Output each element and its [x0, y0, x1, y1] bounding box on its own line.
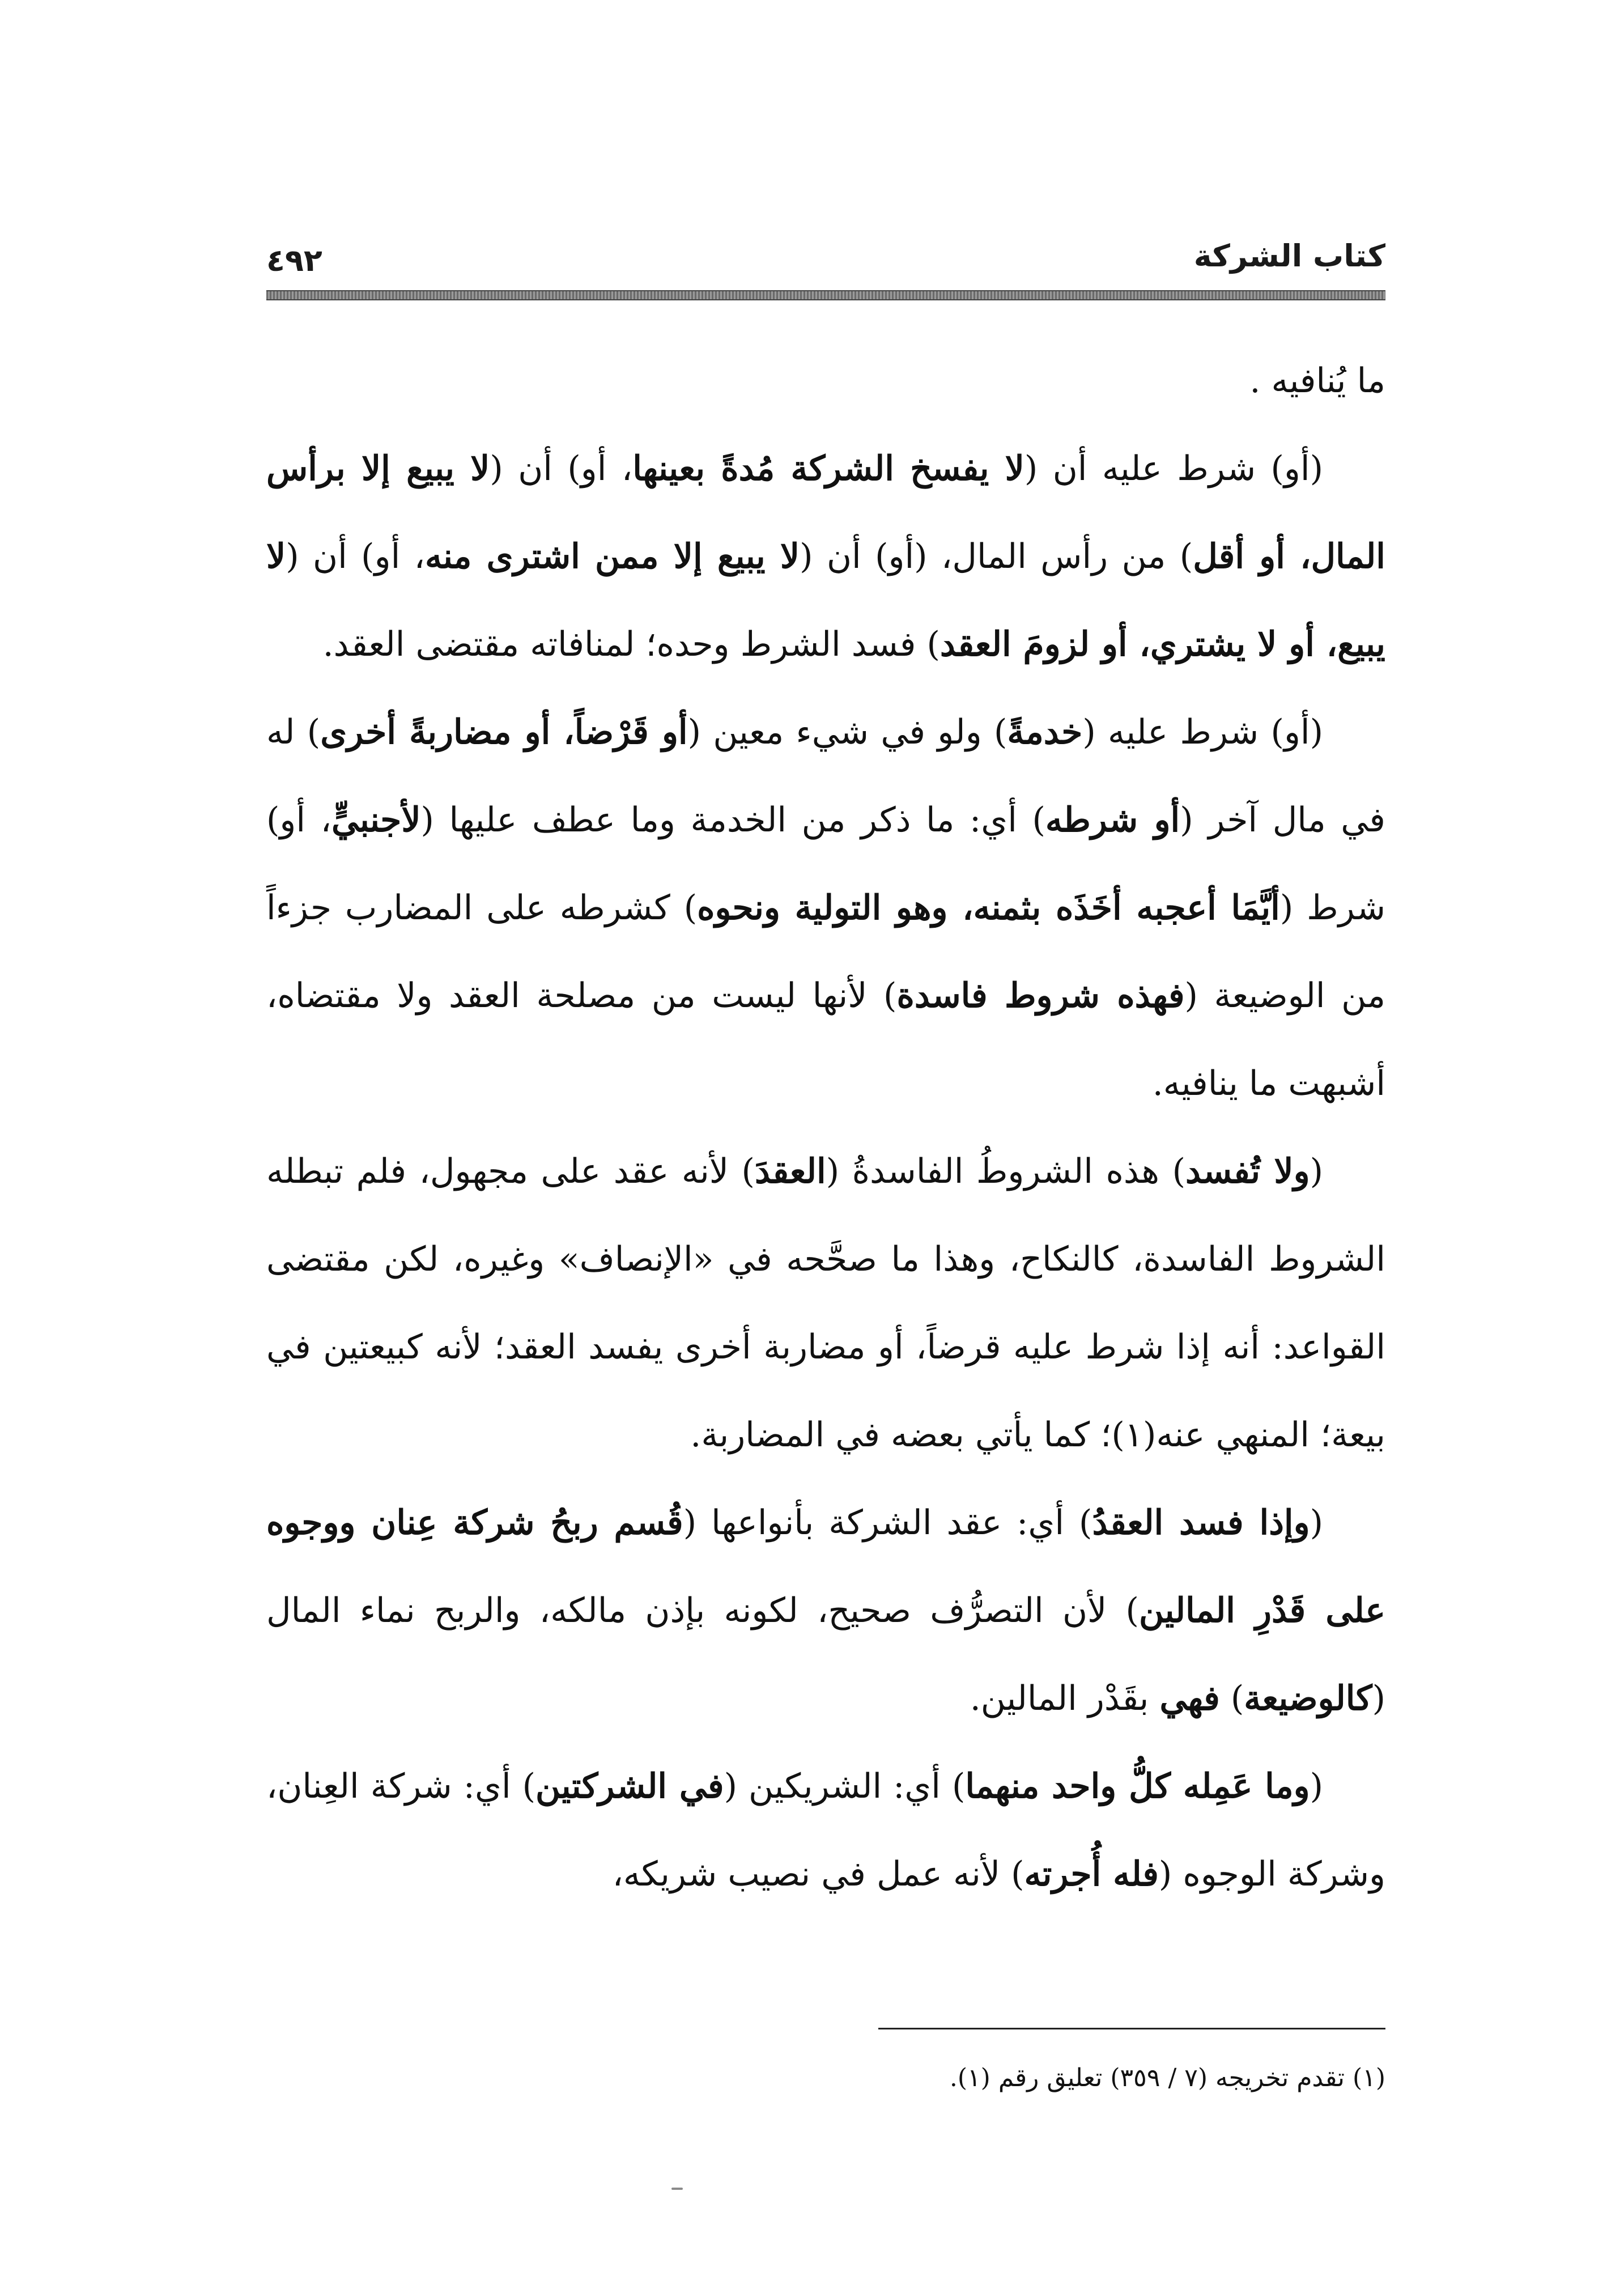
text-run: (أو) شرط عليه ( [1082, 712, 1323, 752]
bold-text-run: فهذه شروط فاسدة [896, 976, 1185, 1016]
bold-text-run: فله أُجرته [1024, 1854, 1159, 1894]
text-run: ) لأن التصرُّف صحيح، لكونه بإذن مالكه، والربح نماء المال ( [266, 1591, 1385, 1718]
main-text [266, 337, 1385, 1918]
text-run: ) لأنها ليست من مصلحة العقد ولا مقتضاه، أشبهت ما ينافيه. [266, 976, 1385, 1103]
bold-text-run: لا يبيع إلا ممن اشترى منه [425, 537, 800, 576]
text-run: ) من رأس المال، (أو) أن ( [800, 537, 1193, 576]
text-run: ) هذه الشروطُ الفاسدةُ ( [826, 1152, 1185, 1191]
text-run: ) له في مال آخر ( [266, 712, 1385, 840]
text-run: ) ولو في شيء معين ( [687, 712, 1007, 752]
bold-text-run: وإذا فسد العقدُ [1092, 1503, 1310, 1543]
bold-text-run: كالوضيعة [1244, 1679, 1372, 1718]
footnote-separator [878, 2028, 1385, 2029]
bold-text-run: فهي [1159, 1679, 1220, 1718]
text-run: ) [1219, 1679, 1244, 1718]
text-run: ) لأنه عقد على مجهول، فلم تبطله الشروط الفاسدة، كالنكاح، وهذا ما صحَّحه في «الإنصاف» وغيره، لكن مقتضى القواعد: أنه إذا شرط عليه قرضاً، أو مضاربة أخرى يفسد العقد؛ لأنه كبيعتين في بيعة؛ المنهي عنه(١)؛ كما يأتي بعضه في المضاربة. [266, 1152, 1385, 1455]
text-run: ما يُنافيه . [1249, 361, 1385, 401]
text-run: ( [1310, 1767, 1324, 1806]
bold-text-run: لا يبيع إلا برأس المال، أو أقل [266, 449, 1385, 576]
text-run: ) أي: عقد الشركة بأنواعها ( [683, 1503, 1092, 1543]
text-run: ) كشرطه على المضارب جزءاً من الوضيعة ( [266, 888, 1385, 1016]
bold-text-run: لا يبيع، أو لا يشتري، أو لزومَ العقد [266, 537, 1385, 664]
scan-speck [671, 2188, 683, 2190]
bold-text-run: أو قَرْضاً، أو مضاربةً أخرى [320, 712, 688, 752]
bold-text-run: ولا تُفسد [1185, 1152, 1310, 1191]
paragraph [266, 689, 1385, 1128]
bold-text-run: قُسم ربحُ شركة عِنان ووجوه على قَدْرِ المالين [266, 1503, 1385, 1630]
bold-text-run: لا يفسخ الشركة مُدةً بعينها [632, 449, 1024, 489]
footnote: (١) تقدم تخريجه (٧ / ٣٥٩) تعليق رقم (١). [949, 2063, 1385, 2092]
text-run: بقَدْر المالين. [970, 1679, 1160, 1718]
page-number: ٤٩٢ [266, 243, 322, 278]
paragraph [266, 337, 1385, 425]
page-header [266, 238, 1385, 303]
paragraph [266, 425, 1385, 689]
text-run: ، أو) شرط ( [266, 800, 1385, 928]
running-title: كتاب الشركة [1193, 238, 1385, 274]
bold-text-run: لأجنبيٍّ [331, 800, 421, 840]
bold-text-run: في الشركتين [535, 1767, 724, 1806]
paragraph [266, 1743, 1385, 1918]
bold-text-run: خدمةً [1007, 712, 1083, 752]
bold-text-run: العقدَ [754, 1152, 826, 1191]
paragraph [266, 1479, 1385, 1743]
text-run: ( [1310, 1503, 1324, 1543]
text-run: ) فسد الشرط وحده؛ لمنافاته مقتضى العقد. [322, 625, 940, 664]
text-run: ، أو) أن ( [286, 537, 426, 576]
text-run: ) لأنه عمل في نصيب شريكه، [612, 1854, 1024, 1894]
text-run: ( [1310, 1152, 1324, 1191]
text-run: ) أي: ما ذكر من الخدمة وما عطف عليها ( [420, 800, 1045, 840]
header-rule [266, 290, 1385, 300]
bold-text-run: وما عَمِله كلُّ واحد منهما [965, 1767, 1310, 1806]
text-run: ) أي: الشريكين ( [724, 1767, 966, 1806]
text-run: (أو) شرط عليه أن ( [1024, 449, 1323, 489]
paragraph [266, 1128, 1385, 1479]
bold-text-run: أو شرطه [1045, 800, 1180, 840]
text-run: ) أي: شركة العِنان، وشركة الوجوه ( [266, 1767, 1385, 1894]
bold-text-run: أيَّمَا أعجبه أخَذَه بثمنه، وهو التولية ونحوه [697, 888, 1280, 928]
text-run: ، أو) أن ( [490, 449, 633, 489]
